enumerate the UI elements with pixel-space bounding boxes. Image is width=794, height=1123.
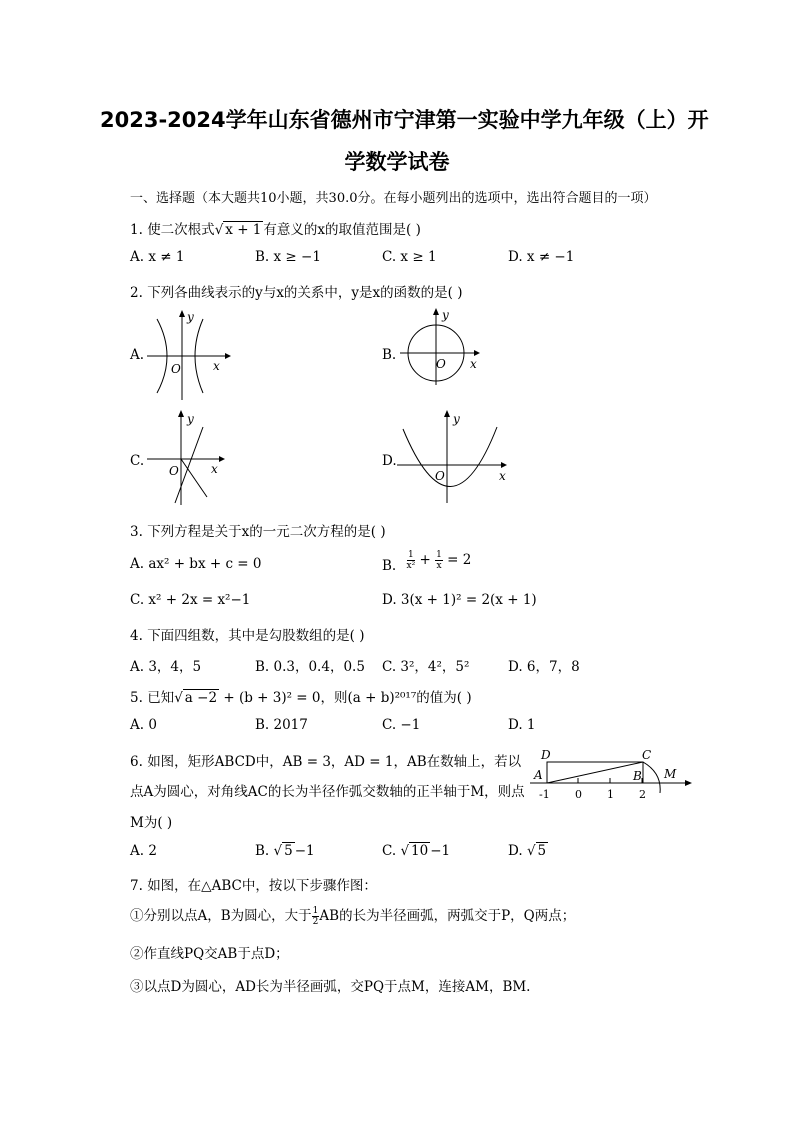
question-5 [130, 686, 472, 706]
radicand: 5 [284, 843, 293, 859]
graph-circle [400, 305, 490, 385]
radicand: 10 [411, 843, 429, 859]
question-text: 如图，在△ABC中，按以下步骤作图： [147, 878, 377, 894]
option-b: B. 0.3，0.4，0.5 [255, 659, 365, 675]
axis-label-y: y [453, 412, 460, 426]
axis-label-x: x [213, 359, 220, 373]
question-6-line2: 点A为圆心，对角线AC的长为半径作弧交数轴的正半轴于M，则点 [130, 784, 525, 800]
section-heading: 一、选择题（本大题共10小题，共30.0分。在每小题列出的选项中，选出符合题目的一项） [130, 191, 657, 206]
question-3 [130, 520, 386, 540]
option-c: C. [130, 453, 145, 469]
graph-hyperbola [145, 305, 240, 405]
question-2 [130, 281, 463, 301]
tick-label: 2 [639, 788, 646, 801]
question-7 [130, 874, 377, 894]
question-text: 已知 [147, 690, 175, 706]
radical-sign: √ [214, 222, 224, 238]
origin-label: O [169, 464, 179, 478]
question-text: 使二次根式 [147, 222, 215, 238]
axis-label-x: x [470, 357, 477, 371]
option-d: D. 1 [508, 717, 536, 733]
option-a: A. 3，4，5 [130, 659, 202, 675]
option-label: B. [255, 843, 270, 859]
radical-sign: √ [273, 843, 283, 859]
option-b [382, 550, 472, 574]
question-text: 下列各曲线表示的y与x的关系中，y是x的函数的是( ) [147, 285, 463, 301]
origin-label: O [436, 357, 446, 371]
question-text: 下面四组数，其中是勾股数组的是( ) [147, 628, 365, 644]
figure-rectangle-number-line [530, 745, 694, 807]
option-c: C. −1 [382, 717, 421, 733]
option-d: D. 6，7，8 [508, 659, 580, 675]
label-b: B [633, 769, 642, 783]
question-number: 7. [130, 878, 143, 894]
question-number: 2. [130, 285, 143, 301]
label-a: A [534, 768, 543, 782]
question-text: 下列方程是关于x的一元二次方程的是( ) [147, 524, 386, 540]
radical-suffix: −1 [294, 843, 315, 859]
step-1 [130, 904, 575, 927]
axis-label-x: x [499, 469, 506, 483]
question-4 [130, 624, 365, 644]
question-text: 如图，矩形ABCD中，AB = 3，AD = 1，AB在数轴上，若以 [147, 754, 522, 770]
option-a: A. x ≠ 1 [130, 249, 185, 265]
question-6-line3: M为( ) [130, 815, 173, 831]
option-b: B. x ≥ −1 [255, 249, 321, 265]
option-label: D. [508, 843, 523, 859]
numerator: 1 [436, 550, 442, 560]
radical-sign: √ [526, 843, 536, 859]
origin-label: O [435, 469, 445, 483]
denominator: 2 [312, 917, 319, 927]
radicand: a −2 [184, 690, 218, 706]
denominator: x² [406, 561, 416, 571]
axis-label-y: y [187, 412, 194, 426]
step-text: AB的长为半径画弧，两弧交于P，Q两点； [319, 908, 576, 924]
graph-lines [145, 405, 235, 507]
option-c [382, 843, 450, 859]
option-d: D. x ≠ −1 [508, 249, 575, 265]
radicand: 5 [537, 843, 547, 859]
question-1 [130, 218, 421, 238]
denominator: x [436, 561, 442, 571]
label-m: M [664, 767, 677, 781]
numerator: 1 [312, 906, 319, 916]
option-a: A. [130, 347, 145, 363]
tick-label: 0 [575, 788, 582, 801]
fraction [407, 550, 416, 571]
question-text: + (b + 3)² = 0，则(a + b)²⁰¹⁷的值为( ) [219, 690, 472, 706]
option-a: A. ax² + bx + c = 0 [130, 556, 262, 572]
option-label: C. [382, 843, 397, 859]
question-number: 3. [130, 524, 143, 540]
page-title: 2023-2024学年山东省德州市宁津第一实验中学九年级（上）开 [100, 108, 709, 132]
page-title-line2: 学数学试卷 [344, 150, 450, 174]
question-number: 1. [130, 222, 143, 238]
step-3: ③以点D为圆心，AD长为半径画弧，交PQ于点M，连接AM，BM. [130, 979, 531, 995]
radical-suffix: −1 [430, 843, 451, 859]
equation-rhs: = 2 [447, 552, 472, 568]
option-b [255, 843, 315, 859]
graph-parabola [395, 405, 515, 505]
label-d: D [541, 748, 551, 762]
question-6-line1 [130, 750, 521, 770]
option-c: C. 3²，4²，5² [382, 659, 470, 675]
numerator: 1 [407, 550, 414, 560]
step-text: ①分别以点A，B为圆心，大于 [130, 908, 312, 924]
question-number: 5. [130, 690, 143, 706]
axis-label-y: y [187, 310, 194, 324]
option-b: B. [382, 347, 397, 363]
question-number: 4. [130, 628, 143, 644]
question-number: 6. [130, 754, 143, 770]
tick-label: -1 [539, 788, 550, 801]
option-a: A. 0 [130, 717, 157, 733]
fraction [435, 550, 443, 571]
option-b: B. 2017 [255, 717, 308, 733]
plus-sign: + [419, 552, 431, 568]
option-c: C. x² + 2x = x²−1 [130, 592, 251, 608]
tick-label: 1 [607, 788, 614, 801]
option-d [508, 843, 548, 859]
radicand: x + 1 [225, 222, 262, 238]
option-d: D. [382, 453, 397, 469]
label-c: C [642, 748, 652, 762]
question-text: 有意义的x的取值范围是( ) [263, 222, 421, 238]
radical-sign: √ [174, 690, 183, 706]
origin-label: O [171, 362, 181, 376]
axis-label-y: y [442, 308, 449, 322]
option-d: D. 3(x + 1)² = 2(x + 1) [382, 592, 537, 608]
radical-sign: √ [400, 843, 410, 859]
option-c: C. x ≥ 1 [382, 249, 437, 265]
option-a: A. 2 [130, 843, 157, 859]
axis-label-x: x [211, 462, 218, 476]
step-2: ②作直线PQ交AB于点D； [130, 946, 289, 962]
option-label: B. [382, 558, 397, 574]
